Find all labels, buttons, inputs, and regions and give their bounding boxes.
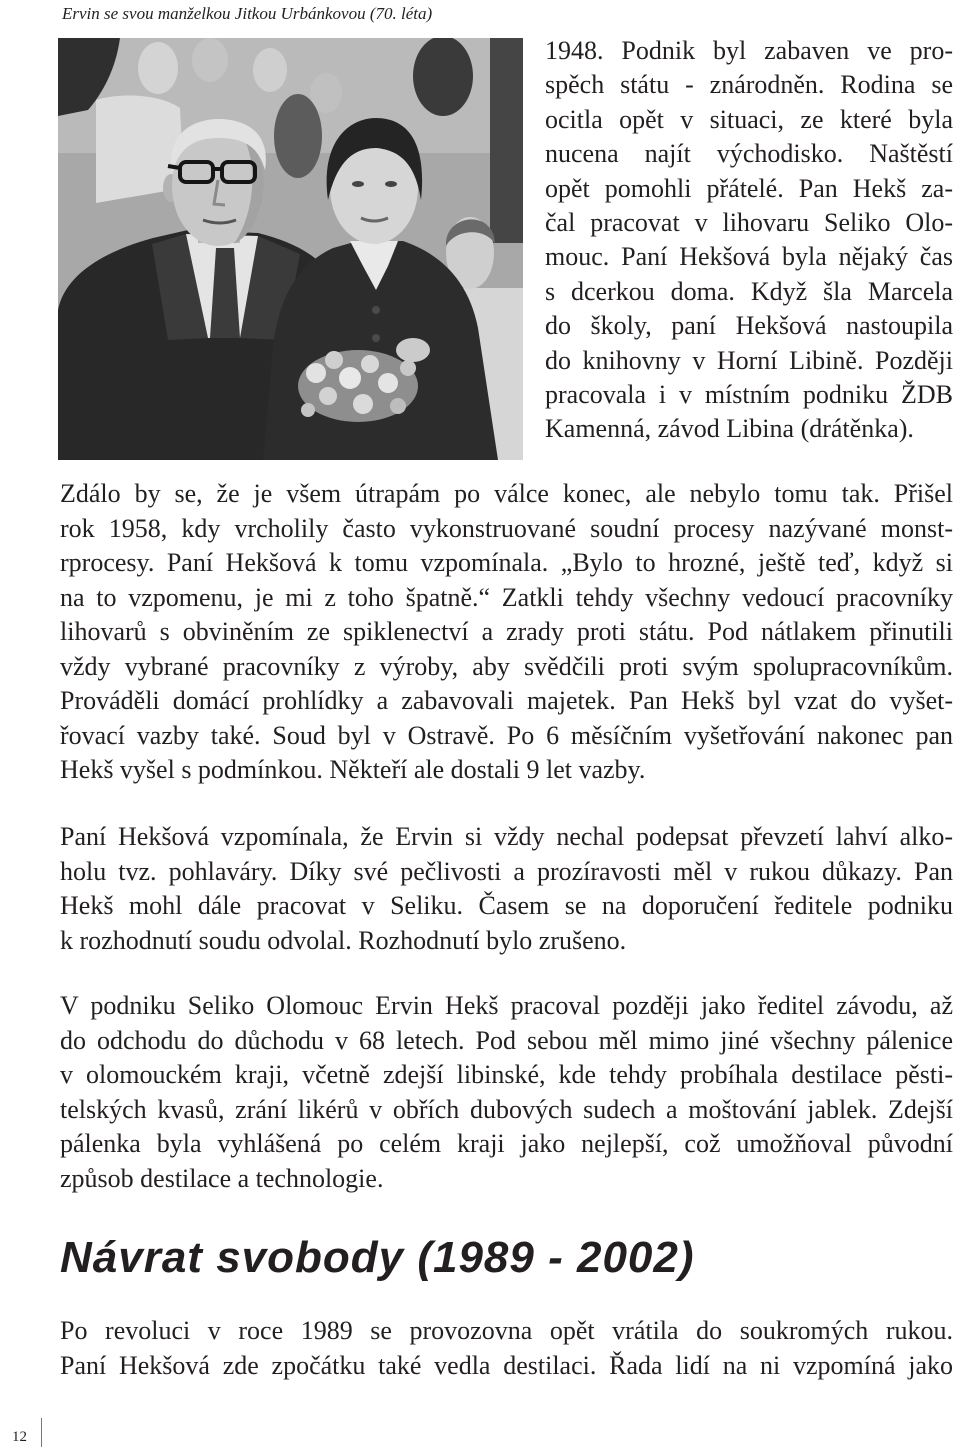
- flower: [319, 387, 337, 405]
- background-face: [253, 48, 287, 92]
- flower: [325, 351, 343, 369]
- text-line: způsob destilace a technologie.: [60, 1163, 384, 1193]
- flower: [361, 355, 379, 373]
- background-figure-right-edge: [490, 38, 523, 243]
- text-line: spěch státu - znárodněn. Rodina se: [545, 70, 953, 100]
- flower: [301, 403, 315, 417]
- bouquet: [298, 350, 418, 422]
- text-line: s dcerkou doma. Když šla Marcela: [545, 276, 953, 306]
- text-line: na to vzpomenu, je mi z toho špatně.“ Zatkli tehdy všechny vedoucí pracovníky: [60, 582, 953, 612]
- text-line: v olomouckém kraji, včetně zdejší libinské, kde tehdy probíhala destilace pěsti-: [60, 1060, 953, 1089]
- text-line: telských kvasů, zrání likérů v obřích dubových sudech a moštování jablek. Zdejší: [60, 1094, 953, 1124]
- text-line: lihovarů s obviněním ze spiklenectví a zrady proti státu. Pod nátlakem přinutili: [60, 617, 953, 646]
- text-line: Zdálo by se, že je všem útrapám po válce konec, ale nebylo tomu tak. Přišel: [60, 479, 953, 508]
- text-line: nucena najít východisko. Naštěstí: [545, 139, 953, 169]
- page-number: 12: [12, 1429, 27, 1445]
- text-line: čal pracovat v lihovaru Seliko Olo-: [545, 208, 953, 238]
- text-line: Hekš vyšel s podmínkou. Někteří ale dostali 9 let vazby.: [60, 755, 646, 784]
- photo: [58, 38, 523, 460]
- flower: [353, 394, 373, 414]
- text-line: Prováděli domácí prohlídky a zabavovali majetek. Pan Hekš byl vzat do vyšet-: [60, 686, 953, 715]
- side-column: [545, 34, 953, 447]
- text-line: do školy, paní Hekšová nastoupila: [545, 311, 953, 341]
- text-line: opět pomohli přátelé. Pan Hekš za-: [545, 173, 953, 203]
- section-heading: Návrat svobody (1989 - 2002): [60, 1233, 695, 1282]
- text-line: do knihovny v Horní Libině. Později: [545, 345, 953, 375]
- background-face: [192, 38, 228, 82]
- paragraph: [60, 1314, 953, 1383]
- paragraph: [60, 820, 953, 958]
- background-figure-middle: [274, 94, 322, 178]
- flower: [390, 398, 406, 414]
- woman-coat-button: [372, 334, 380, 342]
- text-line: V podniku Seliko Olomouc Ervin Hekš pracoval později jako ředitel závodu, až: [60, 991, 953, 1020]
- photo-graphic: [58, 38, 523, 460]
- text-line: rprocesy. Paní Hekšová k tomu vzpomínala. „Bylo to hrozné, ještě teď, když si: [60, 548, 953, 577]
- text-line: pracovala i v místním podniku ŽDB: [545, 380, 953, 410]
- text-line: Kamenná, závod Libina (drátěnka).: [545, 414, 914, 444]
- text-line: Paní Hekšová vzpomínala, že Ervin si vždy nechal podepsat převzetí lahví alko-: [60, 822, 953, 851]
- text-line: 1948. Podnik byl zabaven ve pro-: [545, 36, 953, 65]
- man-glasses-arm: [168, 166, 180, 168]
- woman-hand: [396, 338, 430, 362]
- text-line: vždy vybrané pracovníky z výroby, aby svědčili proti svým spolupracovníkům.: [60, 651, 953, 681]
- text-line: do odchodu do důchodu v 68 letech. Pod sebou měl mimo jiné všechny pálenice: [60, 1025, 953, 1055]
- woman-eye-left: [352, 181, 364, 187]
- flower: [378, 373, 398, 393]
- text-line: rok 1958, kdy vrcholily často vykonstruované soudní procesy nazývané monst-: [60, 513, 953, 543]
- page-edge-rule: [41, 1418, 42, 1447]
- text-line: ocitla opět v situaci, ze které byla: [545, 104, 953, 134]
- woman-eye-right: [385, 181, 397, 187]
- background-head-right: [413, 38, 473, 116]
- flower: [339, 367, 361, 389]
- paragraph: [60, 989, 953, 1196]
- flower: [400, 360, 416, 376]
- text-line: Po revoluci v roce 1989 se provozovna opět vrátila do soukromých rukou.: [60, 1316, 953, 1345]
- text-line: k rozhodnutí soudu odvolal. Rozhodnutí bylo zrušeno.: [60, 925, 627, 955]
- photo-caption: Ervin se svou manželkou Jitkou Urbánkovou (70. léta): [62, 4, 433, 23]
- background-face: [138, 42, 178, 94]
- text-line: řovací vazby také. Soud byl v Ostravě. Po 6 měsíčním vyšetřování nakonec pan: [60, 720, 953, 750]
- text-line: holu tvz. pohlaváry. Díky své pečlivosti a prozíravosti měl v rukou důkazy. Pan: [60, 856, 953, 886]
- paragraph: [60, 477, 953, 788]
- text-line: pálenka byla vyhlášená po celém kraji jako nejlepší, což umožňoval původní: [60, 1129, 953, 1158]
- text-line: mouc. Paní Hekšová byla nějaký čas: [545, 242, 953, 272]
- text-line: Paní Hekšová zde zpočátku také vedla destilaci. Řada lidí na ni vzpomíná jako: [60, 1350, 953, 1380]
- text-line: Hekš mohl dále pracovat v Seliku. Časem se na doporučení ředitele podniku: [60, 891, 953, 920]
- woman-coat-button: [372, 306, 380, 314]
- flower: [306, 363, 326, 383]
